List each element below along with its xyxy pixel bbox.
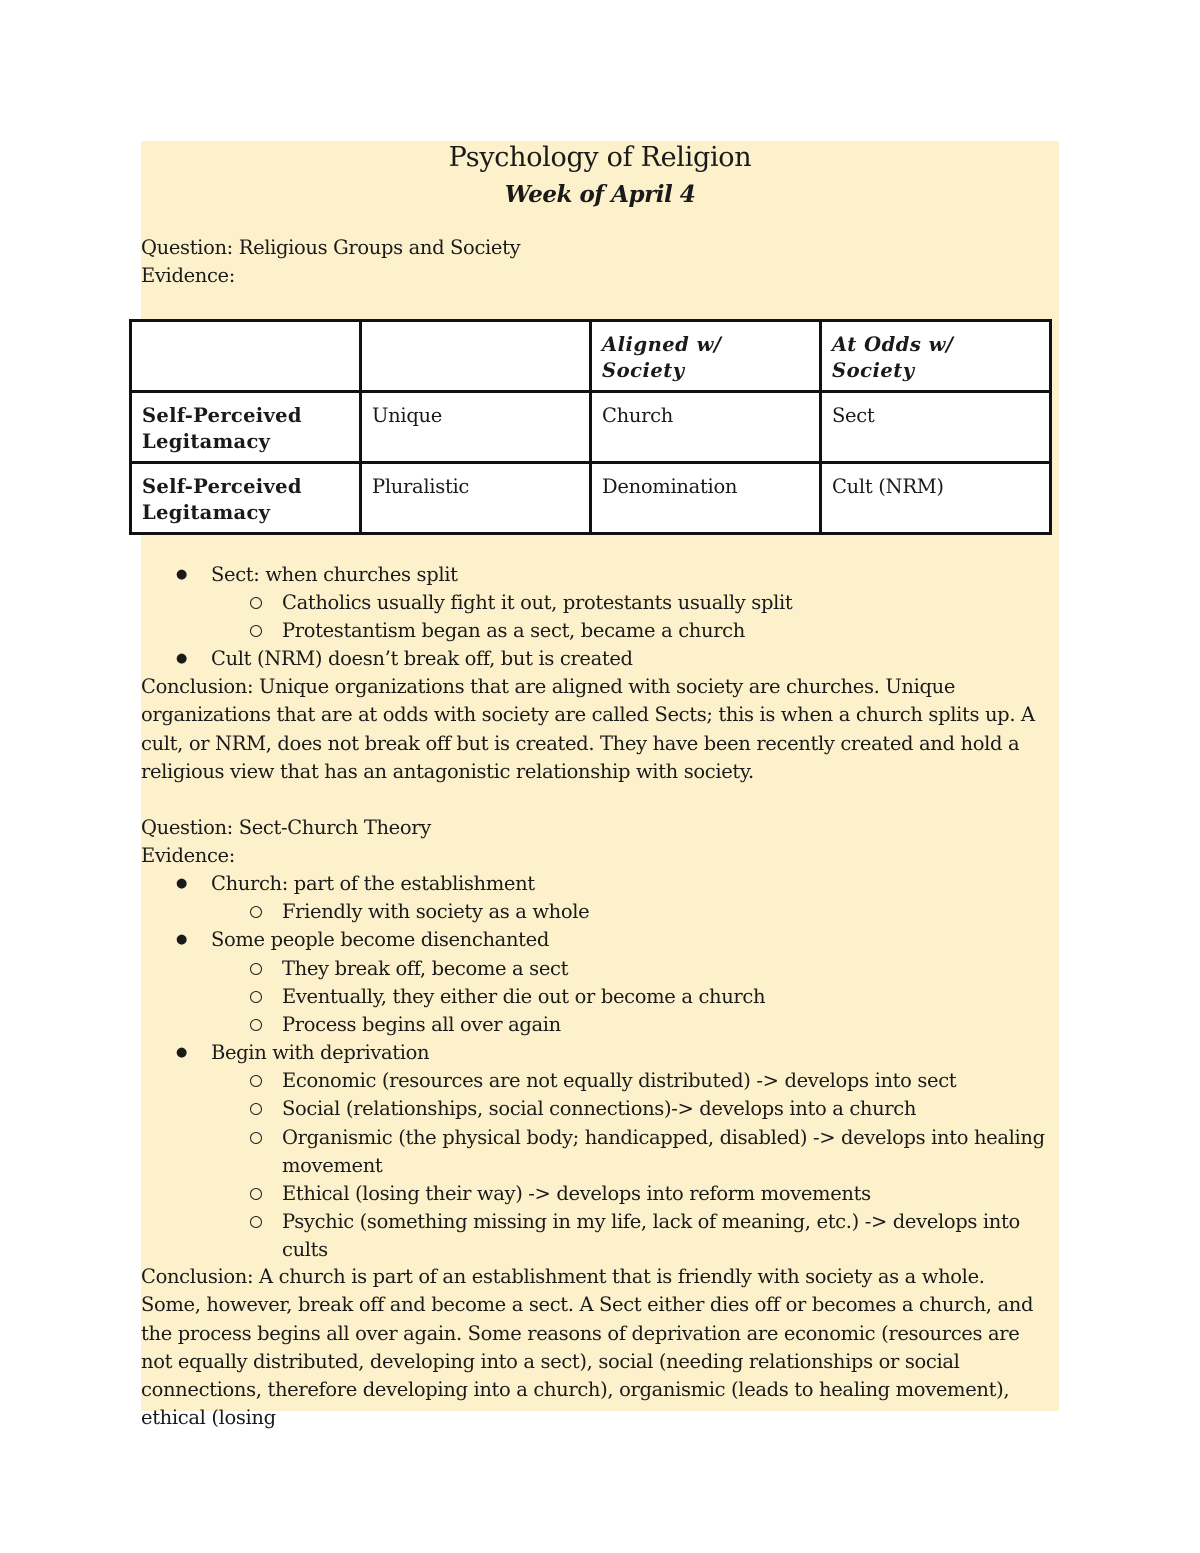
- list-item: Social (relationships, social connections)-> develops into a church: [282, 1097, 917, 1120]
- bullet-circle-icon: [250, 1188, 262, 1200]
- table-cell: Sect: [821, 392, 1051, 463]
- list-item: Protestantism began as a sect, became a church: [282, 619, 745, 642]
- list-item: Psychic (something missing in my life, lack of meaning, etc.) -> develops into: [282, 1210, 1020, 1233]
- religious-groups-table: [129, 319, 1052, 535]
- conclusion-1: Conclusion: Unique organizations that are aligned with society are churches. Unique organizations that are at odds with society are called Sects; this is when a church splits up. A cult, or NRM, does not break off but is created. They have been recently created and hold a religious view that has an antagonistic relationship with society.: [141, 675, 1035, 783]
- table-cell: Pluralistic: [361, 463, 591, 534]
- table-row: [131, 392, 1051, 463]
- bullet-circle-icon: [250, 1132, 262, 1144]
- bullet-dot-icon: ●: [176, 1045, 188, 1060]
- page-subtitle: Week of April 4: [504, 181, 696, 208]
- list-item: Some people become disenchanted: [211, 928, 549, 951]
- table-cell: Cult (NRM): [821, 463, 1051, 534]
- bullet-dot-icon: ●: [176, 876, 188, 891]
- table-header-row: [131, 321, 1051, 392]
- bullet-circle-icon: [250, 991, 262, 1003]
- list-item-continued: cults: [282, 1238, 328, 1261]
- table-row-header: Self-Perceived Legitamacy: [131, 463, 361, 534]
- conclusion-2: Conclusion: A church is part of an establishment that is friendly with society as a whole. Some, however, break off and become a sect. A Sect either dies off or becomes a church, and the process begins all over again. Some reasons of deprivation are economic (resources are not equally distributed, developing into a sect), social (needing relationships or social connections, therefore developing into a church), organismic (leads to healing movement), ethical (losing: [141, 1265, 1034, 1430]
- bullet-dot-icon: ●: [176, 567, 188, 582]
- evidence-label-2: Evidence:: [141, 844, 235, 867]
- bullet-dot-icon: ●: [176, 932, 188, 947]
- table-header-cell: Aligned w/ Society: [591, 321, 821, 392]
- table-header-cell: [361, 321, 591, 392]
- list-item: Ethical (losing their way) -> develops into reform movements: [282, 1182, 871, 1205]
- list-item: Process begins all over again: [282, 1013, 561, 1036]
- bullet-circle-icon: [250, 1216, 262, 1228]
- table-cell: Church: [591, 392, 821, 463]
- list-item: Catholics usually fight it out, protestants usually split: [282, 591, 793, 614]
- page-title: Psychology of Religion: [448, 142, 752, 173]
- bullet-circle-icon: [250, 1075, 262, 1087]
- list-item: Economic (resources are not equally distributed) -> develops into sect: [282, 1069, 957, 1092]
- bullet-circle-icon: [250, 1019, 262, 1031]
- bullet-circle-icon: [250, 963, 262, 975]
- list-item: Church: part of the establishment: [211, 872, 535, 895]
- list-item: Organismic (the physical body; handicapped, disabled) -> develops into healing: [282, 1126, 1045, 1149]
- bullet-dot-icon: ●: [176, 651, 188, 666]
- bullet-circle-icon: [250, 625, 262, 637]
- table-cell: Unique: [361, 392, 591, 463]
- table-row: [131, 463, 1051, 534]
- evidence-label-1: Evidence:: [141, 264, 235, 287]
- list-item: Begin with deprivation: [211, 1041, 430, 1064]
- bullet-circle-icon: [250, 597, 262, 609]
- list-item: Eventually, they either die out or become a church: [282, 985, 766, 1008]
- bullet-circle-icon: [250, 1103, 262, 1115]
- list-item: Cult (NRM) doesn’t break off, but is created: [211, 647, 633, 670]
- list-item: They break off, become a sect: [282, 957, 569, 980]
- table-row-header: Self-Perceived Legitamacy: [131, 392, 361, 463]
- bullet-circle-icon: [250, 906, 262, 918]
- list-item: Friendly with society as a whole: [282, 900, 590, 923]
- list-item-continued: movement: [282, 1154, 383, 1177]
- question-2: Question: Sect-Church Theory: [141, 816, 431, 839]
- table-header-cell: At Odds w/ Society: [821, 321, 1051, 392]
- list-item: Sect: when churches split: [211, 563, 458, 586]
- table-cell: Denomination: [591, 463, 821, 534]
- table-header-cell: [131, 321, 361, 392]
- question-1: Question: Religious Groups and Society: [141, 236, 521, 259]
